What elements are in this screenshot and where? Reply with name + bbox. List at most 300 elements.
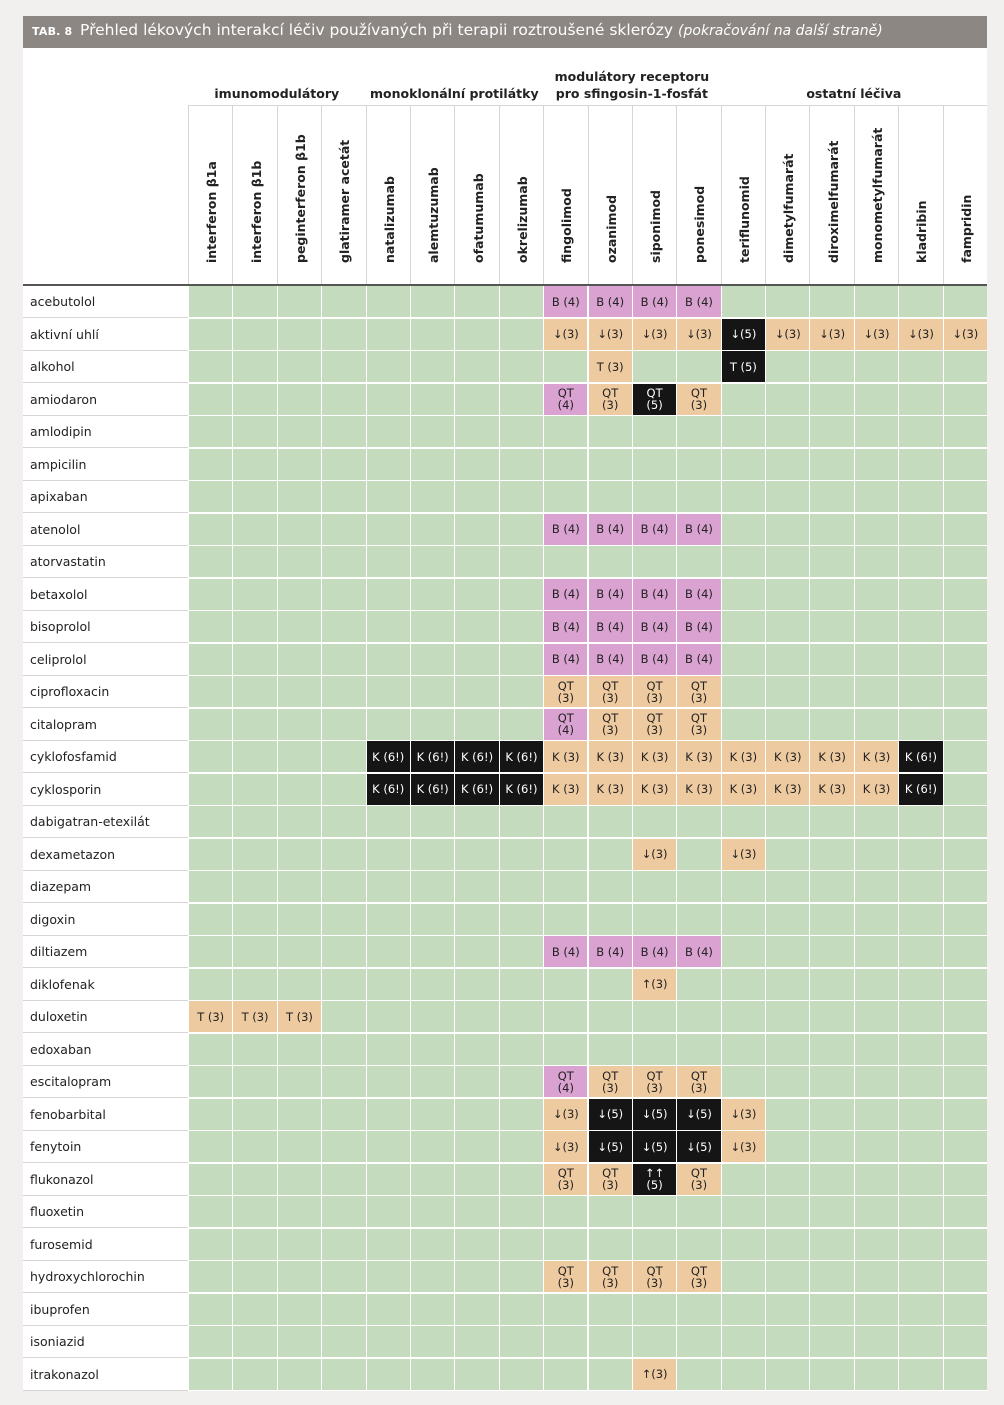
empty-cell [454, 546, 498, 578]
empty-cell [499, 806, 543, 838]
column-header-label: fingolimod [559, 188, 575, 263]
table-row [23, 969, 987, 1001]
empty-cell [854, 416, 898, 448]
column-header [232, 106, 277, 284]
empty-cell [632, 871, 676, 903]
interaction-cell: T (3) [232, 1001, 276, 1033]
group-header [188, 48, 366, 106]
empty-cell [188, 644, 232, 676]
empty-cell [499, 416, 543, 448]
empty-cell [943, 709, 987, 741]
empty-cell [410, 871, 454, 903]
empty-cell [765, 351, 809, 383]
interaction-cell: K (6!) [366, 774, 410, 806]
interaction-cell: T (3) [188, 1001, 232, 1033]
table-row [23, 546, 987, 578]
empty-cell [366, 1326, 410, 1358]
interaction-cell: B (4) [543, 286, 587, 318]
empty-cell [454, 806, 498, 838]
empty-cell [321, 1164, 365, 1196]
empty-cell [588, 871, 632, 903]
drug-name: diltiazem [23, 936, 188, 968]
empty-cell [321, 1066, 365, 1098]
empty-cell [588, 1001, 632, 1033]
empty-cell [721, 936, 765, 968]
empty-cell [232, 579, 276, 611]
empty-cell [943, 546, 987, 578]
interaction-cell: K (3) [721, 774, 765, 806]
empty-cell [898, 579, 942, 611]
empty-cell [721, 871, 765, 903]
interaction-cell: B (4) [632, 644, 676, 676]
empty-cell [898, 1196, 942, 1228]
empty-cell [898, 1099, 942, 1131]
interaction-cell: K (6!) [454, 741, 498, 773]
empty-cell [499, 1034, 543, 1066]
column-header-label: interferon β1b [248, 160, 264, 263]
group-header [543, 48, 721, 106]
drug-name: furosemid [23, 1229, 188, 1261]
empty-cell [543, 449, 587, 481]
empty-cell [232, 1294, 276, 1326]
interaction-cell: ↓(3) [943, 319, 987, 351]
empty-cell [543, 481, 587, 513]
empty-cell [721, 384, 765, 416]
empty-cell [410, 969, 454, 1001]
empty-cell [765, 904, 809, 936]
empty-cell [854, 1326, 898, 1358]
empty-cell [676, 1229, 720, 1261]
interaction-cell: QT (3) [543, 1164, 587, 1196]
drug-name: ibuprofen [23, 1294, 188, 1326]
empty-cell [277, 351, 321, 383]
interaction-cell: B (4) [632, 936, 676, 968]
empty-cell [188, 416, 232, 448]
interaction-cell: QT (3) [676, 676, 720, 708]
interaction-cell: ↓(3) [543, 1099, 587, 1131]
empty-cell [543, 806, 587, 838]
empty-cell [277, 676, 321, 708]
empty-cell [943, 1131, 987, 1163]
interaction-cell: B (4) [676, 611, 720, 643]
empty-cell [366, 319, 410, 351]
empty-cell [366, 1099, 410, 1131]
empty-cell [188, 839, 232, 871]
interaction-cell: B (4) [676, 286, 720, 318]
empty-cell [765, 1229, 809, 1261]
column-header-label: ozanimod [603, 194, 619, 263]
empty-cell [499, 611, 543, 643]
table-row [23, 611, 987, 643]
empty-cell [632, 481, 676, 513]
empty-cell [232, 839, 276, 871]
empty-cell [854, 579, 898, 611]
interaction-cell: K (6!) [499, 774, 543, 806]
empty-cell [632, 1229, 676, 1261]
table-row [23, 1196, 987, 1228]
interaction-cell: K (6!) [410, 774, 454, 806]
empty-cell [721, 514, 765, 546]
empty-cell [410, 644, 454, 676]
column-header [543, 106, 588, 284]
empty-cell [321, 1099, 365, 1131]
empty-cell [809, 1294, 853, 1326]
drug-name: diazepam [23, 871, 188, 903]
table-row [23, 1099, 987, 1131]
empty-cell [321, 676, 365, 708]
empty-cell [277, 1261, 321, 1293]
interaction-cell: QT (4) [543, 709, 587, 741]
empty-cell [499, 319, 543, 351]
empty-cell [188, 1229, 232, 1261]
empty-cell [765, 611, 809, 643]
interaction-cell: K (6!) [499, 741, 543, 773]
empty-cell [366, 416, 410, 448]
empty-cell [854, 1034, 898, 1066]
empty-cell [188, 806, 232, 838]
empty-cell [809, 611, 853, 643]
table-row [23, 1164, 987, 1196]
empty-cell [588, 839, 632, 871]
interaction-cell: QT (3) [632, 1066, 676, 1098]
empty-cell [410, 546, 454, 578]
empty-cell [410, 1326, 454, 1358]
empty-cell [232, 514, 276, 546]
empty-cell [454, 1034, 498, 1066]
drug-name: amlodipin [23, 416, 188, 448]
empty-cell [632, 449, 676, 481]
empty-cell [809, 514, 853, 546]
empty-cell [232, 1034, 276, 1066]
empty-cell [366, 611, 410, 643]
empty-cell [454, 676, 498, 708]
column-header-row [188, 106, 987, 284]
empty-cell [188, 1034, 232, 1066]
empty-cell [898, 416, 942, 448]
empty-cell [499, 1164, 543, 1196]
empty-cell [188, 481, 232, 513]
interaction-cell: ↓(3) [809, 319, 853, 351]
interaction-cell: B (4) [676, 644, 720, 676]
empty-cell [366, 514, 410, 546]
empty-cell [588, 1294, 632, 1326]
empty-cell [898, 1261, 942, 1293]
empty-cell [765, 546, 809, 578]
column-header-label: alemtuzumab [426, 167, 442, 263]
empty-cell [943, 1294, 987, 1326]
empty-cell [854, 351, 898, 383]
interaction-cell: ↓(3) [898, 319, 942, 351]
drug-name: fluoxetin [23, 1196, 188, 1228]
empty-cell [765, 286, 809, 318]
empty-cell [499, 969, 543, 1001]
empty-cell [809, 351, 853, 383]
empty-cell [232, 741, 276, 773]
column-header [809, 106, 854, 284]
empty-cell [898, 676, 942, 708]
empty-cell [410, 709, 454, 741]
empty-cell [321, 1229, 365, 1261]
table-row [23, 904, 987, 936]
empty-cell [499, 644, 543, 676]
empty-cell [454, 969, 498, 1001]
empty-cell [454, 1099, 498, 1131]
empty-cell [366, 1196, 410, 1228]
empty-cell [943, 676, 987, 708]
drug-name: celiprolol [23, 644, 188, 676]
empty-cell [188, 969, 232, 1001]
empty-cell [765, 969, 809, 1001]
empty-cell [676, 449, 720, 481]
empty-cell [321, 416, 365, 448]
empty-cell [277, 416, 321, 448]
empty-cell [854, 481, 898, 513]
empty-cell [765, 709, 809, 741]
empty-cell [410, 1001, 454, 1033]
drug-name: dabigatran-etexilát [23, 806, 188, 838]
empty-cell [809, 969, 853, 1001]
empty-cell [588, 1326, 632, 1358]
empty-cell [765, 1066, 809, 1098]
interaction-cell: QT (3) [543, 676, 587, 708]
table-row [23, 1066, 987, 1098]
empty-cell [676, 1359, 720, 1391]
empty-cell [232, 1261, 276, 1293]
empty-cell [854, 1196, 898, 1228]
drug-name: ampicilin [23, 449, 188, 481]
empty-cell [588, 481, 632, 513]
empty-cell [809, 709, 853, 741]
empty-cell [321, 319, 365, 351]
empty-cell [366, 1359, 410, 1391]
empty-cell [321, 579, 365, 611]
interaction-cell: ↓(3) [721, 1099, 765, 1131]
empty-cell [632, 1326, 676, 1358]
column-header-label: siponimod [648, 189, 664, 263]
empty-cell [366, 709, 410, 741]
empty-cell [632, 904, 676, 936]
empty-cell [809, 1034, 853, 1066]
interaction-cell: K (3) [721, 741, 765, 773]
interaction-cell: T (5) [721, 351, 765, 383]
empty-cell [676, 416, 720, 448]
table-row [23, 514, 987, 546]
table-title [80, 21, 883, 39]
table-row [23, 774, 987, 806]
empty-cell [898, 611, 942, 643]
empty-cell [765, 839, 809, 871]
empty-cell [765, 1359, 809, 1391]
empty-cell [543, 1359, 587, 1391]
interaction-cell: QT (3) [676, 709, 720, 741]
interaction-cell: K (3) [809, 741, 853, 773]
empty-cell [588, 416, 632, 448]
group-header-label: imunomodulátory [214, 86, 340, 101]
drug-name: amiodaron [23, 384, 188, 416]
empty-cell [898, 709, 942, 741]
column-header [454, 106, 499, 284]
interaction-cell: K (3) [854, 741, 898, 773]
empty-cell [499, 1066, 543, 1098]
empty-cell [410, 1196, 454, 1228]
empty-cell [765, 416, 809, 448]
empty-cell [321, 1034, 365, 1066]
interaction-cell: QT (3) [588, 709, 632, 741]
interaction-cell: ↓(3) [543, 1131, 587, 1163]
empty-cell [366, 839, 410, 871]
drug-name: atorvastatin [23, 546, 188, 578]
empty-cell [765, 1261, 809, 1293]
empty-cell [232, 449, 276, 481]
empty-cell [809, 449, 853, 481]
empty-cell [410, 1359, 454, 1391]
empty-cell [588, 1359, 632, 1391]
table-row [23, 936, 987, 968]
empty-cell [454, 1196, 498, 1228]
empty-cell [854, 1131, 898, 1163]
empty-cell [277, 741, 321, 773]
interaction-cell: ↓(5) [632, 1099, 676, 1131]
interaction-cell: K (3) [588, 774, 632, 806]
empty-cell [366, 904, 410, 936]
empty-cell [277, 904, 321, 936]
empty-cell [765, 384, 809, 416]
empty-cell [232, 351, 276, 383]
empty-cell [765, 936, 809, 968]
interaction-cell: ↓(3) [588, 319, 632, 351]
empty-cell [454, 514, 498, 546]
interaction-cell: QT (3) [543, 1261, 587, 1293]
column-header [943, 106, 988, 284]
table-row [23, 871, 987, 903]
empty-cell [277, 969, 321, 1001]
drug-name: apixaban [23, 481, 188, 513]
empty-cell [676, 1001, 720, 1033]
empty-cell [898, 904, 942, 936]
table-row [23, 709, 987, 741]
interaction-cell: B (4) [543, 579, 587, 611]
drug-name: bisoprolol [23, 611, 188, 643]
empty-cell [809, 1196, 853, 1228]
empty-cell [943, 611, 987, 643]
empty-cell [943, 904, 987, 936]
empty-cell [232, 871, 276, 903]
empty-cell [454, 644, 498, 676]
empty-cell [232, 1229, 276, 1261]
interaction-cell: QT (3) [676, 384, 720, 416]
empty-cell [721, 1229, 765, 1261]
empty-cell [588, 449, 632, 481]
empty-cell [499, 579, 543, 611]
empty-cell [809, 1326, 853, 1358]
empty-cell [321, 1326, 365, 1358]
empty-cell [410, 384, 454, 416]
empty-cell [232, 709, 276, 741]
empty-cell [543, 1294, 587, 1326]
empty-cell [943, 449, 987, 481]
interaction-cell: B (4) [543, 644, 587, 676]
interaction-cell: QT (3) [676, 1261, 720, 1293]
empty-cell [366, 1261, 410, 1293]
empty-cell [543, 1001, 587, 1033]
empty-cell [943, 1229, 987, 1261]
empty-cell [499, 709, 543, 741]
empty-cell [809, 936, 853, 968]
empty-cell [543, 904, 587, 936]
empty-cell [943, 644, 987, 676]
empty-cell [410, 1229, 454, 1261]
empty-cell [898, 1326, 942, 1358]
column-header [854, 106, 899, 284]
empty-cell [943, 774, 987, 806]
empty-cell [898, 351, 942, 383]
empty-cell [898, 806, 942, 838]
empty-cell [765, 1099, 809, 1131]
interaction-cell: ↓(5) [676, 1099, 720, 1131]
interaction-cell: B (4) [676, 514, 720, 546]
group-header [721, 48, 987, 106]
drug-name: dexametazon [23, 839, 188, 871]
empty-cell [454, 1131, 498, 1163]
empty-cell [809, 416, 853, 448]
empty-cell [943, 1164, 987, 1196]
empty-cell [232, 904, 276, 936]
empty-cell [943, 514, 987, 546]
interaction-cell: ↓(5) [588, 1131, 632, 1163]
table-row [23, 481, 987, 513]
column-header [499, 106, 544, 284]
empty-cell [410, 611, 454, 643]
empty-cell [366, 384, 410, 416]
empty-cell [499, 936, 543, 968]
empty-cell [277, 449, 321, 481]
empty-cell [188, 546, 232, 578]
empty-cell [721, 416, 765, 448]
empty-cell [188, 1131, 232, 1163]
empty-cell [854, 1164, 898, 1196]
empty-cell [321, 806, 365, 838]
empty-cell [854, 1229, 898, 1261]
empty-cell [232, 774, 276, 806]
empty-cell [898, 286, 942, 318]
empty-cell [410, 936, 454, 968]
empty-cell [854, 936, 898, 968]
empty-cell [765, 514, 809, 546]
empty-cell [454, 579, 498, 611]
empty-cell [321, 904, 365, 936]
drug-name: cyklosporin [23, 774, 188, 806]
empty-cell [188, 1099, 232, 1131]
interaction-cell: K (6!) [454, 774, 498, 806]
interaction-cell: ↓(5) [676, 1131, 720, 1163]
interaction-cell: K (3) [765, 741, 809, 773]
empty-cell [232, 286, 276, 318]
interaction-cell: B (4) [588, 644, 632, 676]
empty-cell [898, 481, 942, 513]
empty-cell [943, 806, 987, 838]
empty-cell [321, 1001, 365, 1033]
empty-cell [721, 286, 765, 318]
empty-cell [765, 1131, 809, 1163]
empty-cell [410, 1131, 454, 1163]
interaction-cell: ↓(3) [632, 319, 676, 351]
table-title-bar [23, 16, 987, 48]
drug-name: hydroxychlorochin [23, 1261, 188, 1293]
empty-cell [588, 806, 632, 838]
empty-cell [809, 1001, 853, 1033]
empty-cell [854, 1294, 898, 1326]
table-row [23, 839, 987, 871]
